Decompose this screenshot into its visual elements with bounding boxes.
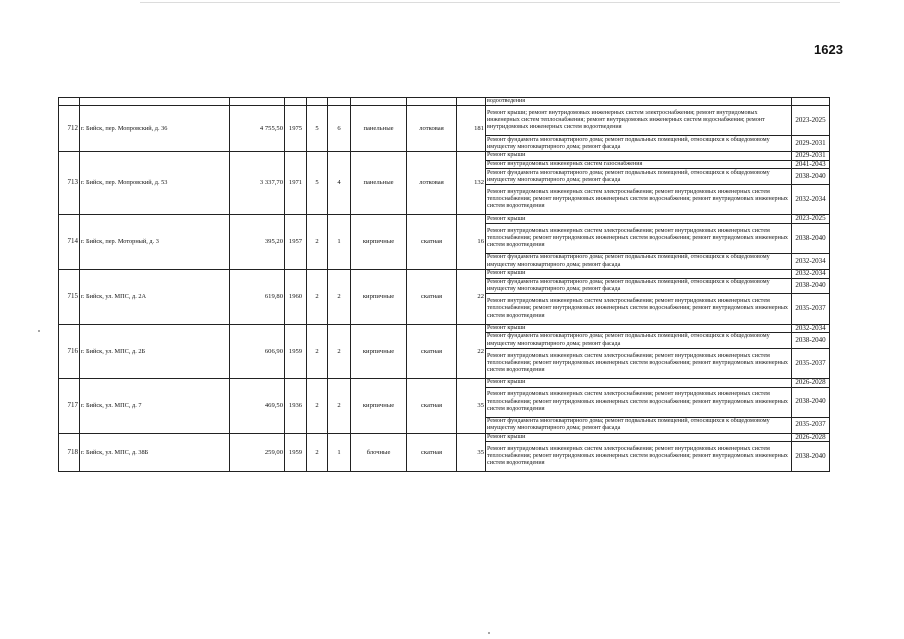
work-period: 2023-2025: [792, 106, 830, 136]
work-period: 2038-2040: [792, 169, 830, 185]
cell-empty: [351, 98, 407, 106]
work-period: 2029-2031: [792, 136, 830, 152]
resident-count: 35: [457, 379, 486, 434]
work-description: Ремонт внутридомовых инженерных систем газоснабжения: [486, 160, 792, 169]
build-year: 1959: [285, 324, 307, 379]
scan-artifact-dot: [488, 632, 490, 634]
house-number: 714: [59, 215, 80, 270]
cell-empty: [307, 98, 328, 106]
work-period: 2035-2037: [792, 348, 830, 378]
cell-empty: [792, 98, 830, 106]
wall-material: кирпичные: [351, 379, 407, 434]
table-row: [59, 433, 830, 442]
resident-count: 132: [457, 152, 486, 215]
build-year: 1975: [285, 106, 307, 152]
house-address: г. Бийск, пер. Мопровский, д. 53: [80, 152, 230, 215]
house-number: 713: [59, 152, 80, 215]
build-year: 1959: [285, 433, 307, 472]
house-number: 715: [59, 269, 80, 324]
cell-empty: [285, 98, 307, 106]
build-year: 1971: [285, 152, 307, 215]
page-number: 1623: [814, 42, 843, 57]
floor-count: 2: [307, 433, 328, 472]
wall-material: панельные: [351, 152, 407, 215]
work-period: 2038-2040: [792, 387, 830, 417]
work-period: 2038-2040: [792, 333, 830, 349]
work-period: 2029-2031: [792, 152, 830, 161]
entrance-count: 1: [328, 215, 351, 270]
work-period: 2038-2040: [792, 442, 830, 472]
work-description: Ремонт внутридомовых инженерных систем электроснабжения; ремонт внутридомовых инженерных систем теплоснабжения; ремонт внутридомовых инженерных систем водоснабжения; ремонт внутридомовых инженерных систем водоотведения: [486, 294, 792, 324]
work-description: Ремонт фундамента многоквартирного дома; ремонт подвальных помещений, относящихся к общедомовому имуществу многоквартирного дома; ремонт фасада: [486, 136, 792, 152]
work-description: Ремонт крыши; ремонт внутридомовых инженерных систем электроснабжения; ремонт внутридомовых инженерных систем теплоснабжения; ремонт внутридомовых инженерных систем водоснабжения; ремонт внутридомовых инженерных систем водоотведения: [486, 106, 792, 136]
cell-empty: [328, 98, 351, 106]
cell-empty: [80, 98, 230, 106]
work-period: 2035-2037: [792, 417, 830, 433]
entrance-count: 2: [328, 324, 351, 379]
roof-type: скатная: [407, 433, 457, 472]
wall-material: кирпичные: [351, 269, 407, 324]
work-description: Ремонт фундамента многоквартирного дома; ремонт подвальных помещений, относящихся к общедомовому имуществу многоквартирного дома; ремонт фасада: [486, 254, 792, 270]
table-row: [59, 269, 830, 278]
work-description: Ремонт фундамента многоквартирного дома; ремонт подвальных помещений, относящихся к общедомовому имуществу многоквартирного дома; ремонт фасада: [486, 417, 792, 433]
table-row: [59, 324, 830, 333]
floor-count: 5: [307, 152, 328, 215]
scan-artifact-line: [140, 2, 840, 3]
cell-empty: [457, 98, 486, 106]
wall-material: кирпичные: [351, 215, 407, 270]
house-number: 718: [59, 433, 80, 472]
house-address: г. Бийск, пер. Мопровский, д. 36: [80, 106, 230, 152]
work-period: 2032-2034: [792, 269, 830, 278]
work-description: Ремонт крыши: [486, 324, 792, 333]
wall-material: блочные: [351, 433, 407, 472]
cell-empty: [407, 98, 457, 106]
work-description: Ремонт фундамента многоквартирного дома; ремонт подвальных помещений, относящихся к общедомовому имуществу многоквартирного дома; ремонт фасада: [486, 278, 792, 294]
house-number: 717: [59, 379, 80, 434]
build-year: 1936: [285, 379, 307, 434]
work-description: водоотведения: [486, 98, 792, 106]
cell-empty: [59, 98, 80, 106]
work-description: Ремонт крыши: [486, 379, 792, 388]
roof-type: скатная: [407, 269, 457, 324]
house-address: г. Бийск, ул. МПС, д. 2Б: [80, 324, 230, 379]
work-period: 2032-2034: [792, 185, 830, 215]
roof-type: лотковая: [407, 152, 457, 215]
floor-count: 2: [307, 324, 328, 379]
total-area: 395,20: [230, 215, 285, 270]
floor-count: 2: [307, 379, 328, 434]
work-description: Ремонт внутридомовых инженерных систем электроснабжения; ремонт внутридомовых инженерных систем теплоснабжения; ремонт внутридомовых инженерных систем водоснабжения; ремонт внутридомовых инженерных систем водоотведения: [486, 185, 792, 215]
roof-type: скатная: [407, 379, 457, 434]
table-row: [59, 152, 830, 161]
work-description: Ремонт внутридомовых инженерных систем электроснабжения; ремонт внутридомовых инженерных систем теплоснабжения; ремонт внутридомовых инженерных систем водоснабжения; ремонт внутридомовых инженерных систем водоотведения: [486, 223, 792, 253]
resident-count: 16: [457, 215, 486, 270]
work-period: 2035-2037: [792, 294, 830, 324]
work-period: 2032-2034: [792, 254, 830, 270]
work-description: Ремонт фундамента многоквартирного дома; ремонт подвальных помещений, относящихся к общедомовому имуществу многоквартирного дома; ремонт фасада: [486, 333, 792, 349]
entrance-count: 2: [328, 269, 351, 324]
continuation-row: [59, 98, 830, 106]
work-description: Ремонт внутридомовых инженерных систем электроснабжения; ремонт внутридомовых инженерных систем теплоснабжения; ремонт внутридомовых инженерных систем водоснабжения; ремонт внутридомовых инженерных систем водоотведения: [486, 348, 792, 378]
total-area: 4 755,50: [230, 106, 285, 152]
cell-empty: [230, 98, 285, 106]
work-description: Ремонт крыши: [486, 269, 792, 278]
house-address: г. Бийск, ул. МПС, д. 2А: [80, 269, 230, 324]
house-address: г. Бийск, ул. МПС, д. 7: [80, 379, 230, 434]
roof-type: скатная: [407, 215, 457, 270]
total-area: 619,80: [230, 269, 285, 324]
table-row: [59, 106, 830, 136]
roof-type: лотковая: [407, 106, 457, 152]
work-period: 2038-2040: [792, 278, 830, 294]
work-description: Ремонт внутридомовых инженерных систем электроснабжения; ремонт внутридомовых инженерных систем теплоснабжения; ремонт внутридомовых инженерных систем водоснабжения; ремонт внутридомовых инженерных систем водоотведения: [486, 442, 792, 472]
table-body: [59, 98, 830, 472]
work-description: Ремонт крыши: [486, 433, 792, 442]
floor-count: 2: [307, 215, 328, 270]
work-period: 2032-2034: [792, 324, 830, 333]
entrance-count: 6: [328, 106, 351, 152]
house-number: 712: [59, 106, 80, 152]
build-year: 1960: [285, 269, 307, 324]
table-row: [59, 379, 830, 388]
total-area: 3 337,70: [230, 152, 285, 215]
resident-count: 181: [457, 106, 486, 152]
roof-type: скатная: [407, 324, 457, 379]
work-period: 2023-2025: [792, 215, 830, 224]
scan-artifact-dot: [38, 330, 40, 332]
work-description: Ремонт внутридомовых инженерных систем электроснабжения; ремонт внутридомовых инженерных систем теплоснабжения; ремонт внутридомовых инженерных систем водоснабжения; ремонт внутридомовых инженерных систем водоотведения: [486, 387, 792, 417]
entrance-count: 2: [328, 379, 351, 434]
wall-material: панельные: [351, 106, 407, 152]
resident-count: 35: [457, 433, 486, 472]
work-period: 2026-2028: [792, 433, 830, 442]
repair-schedule-table: [58, 97, 830, 472]
work-description: Ремонт крыши: [486, 152, 792, 161]
floor-count: 2: [307, 269, 328, 324]
table-row: [59, 215, 830, 224]
entrance-count: 4: [328, 152, 351, 215]
work-period: 2026-2028: [792, 379, 830, 388]
build-year: 1957: [285, 215, 307, 270]
resident-count: 22: [457, 269, 486, 324]
work-description: Ремонт фундамента многоквартирного дома; ремонт подвальных помещений, относящихся к общедомовому имуществу многоквартирного дома; ремонт фасада: [486, 169, 792, 185]
house-address: г. Бийск, пер. Моторный, д. 3: [80, 215, 230, 270]
total-area: 259,00: [230, 433, 285, 472]
work-period: 2041-2043: [792, 160, 830, 169]
work-period: 2038-2040: [792, 223, 830, 253]
entrance-count: 1: [328, 433, 351, 472]
total-area: 606,90: [230, 324, 285, 379]
resident-count: 22: [457, 324, 486, 379]
wall-material: кирпичные: [351, 324, 407, 379]
house-number: 716: [59, 324, 80, 379]
house-address: г. Бийск, ул. МПС, д. 38Б: [80, 433, 230, 472]
work-description: Ремонт крыши: [486, 215, 792, 224]
total-area: 469,50: [230, 379, 285, 434]
floor-count: 5: [307, 106, 328, 152]
